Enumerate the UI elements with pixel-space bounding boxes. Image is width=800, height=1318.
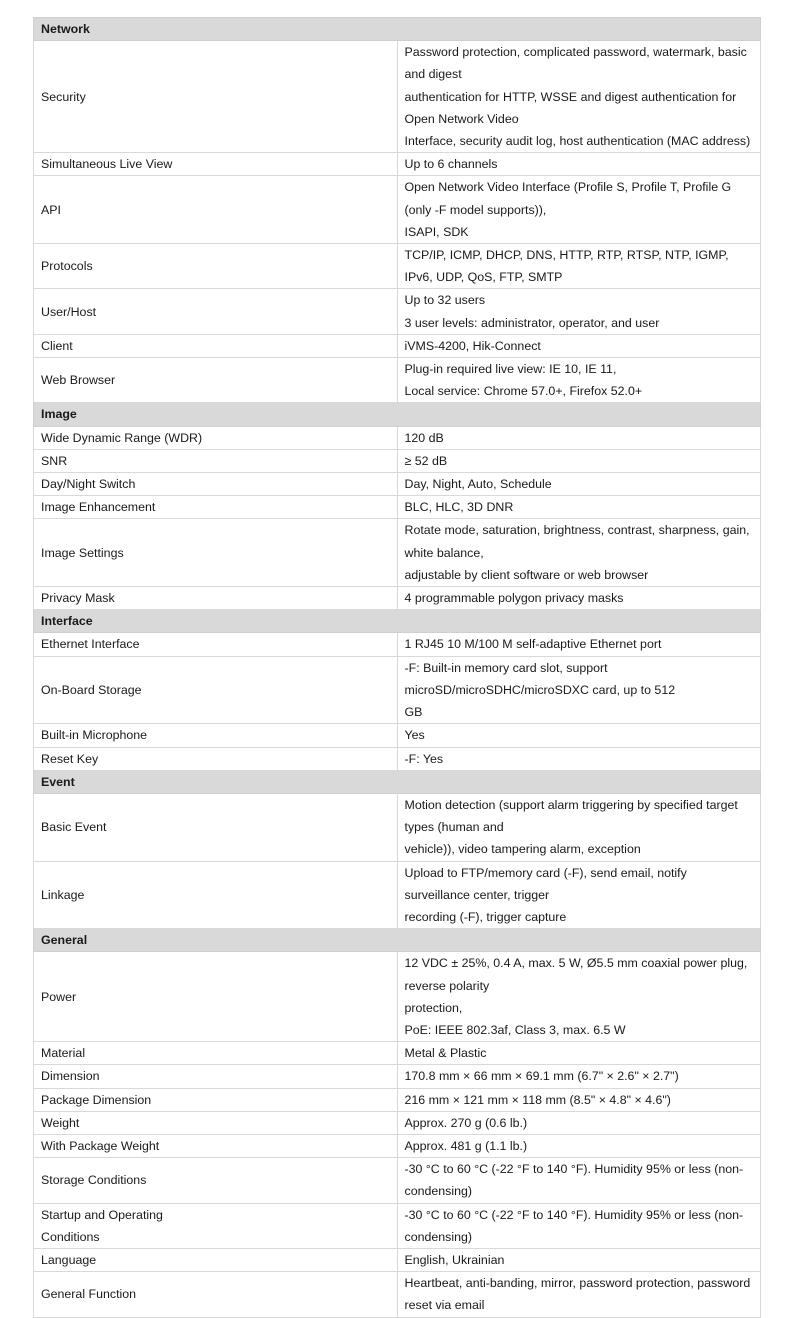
spec-label: Simultaneous Live View: [34, 153, 398, 176]
spec-label: Web Browser: [34, 358, 398, 403]
spec-label: Image Settings: [34, 519, 398, 587]
spec-value: iVMS-4200, Hik-Connect: [397, 334, 761, 357]
spec-label: Ethernet Interface: [34, 633, 398, 656]
spec-row: [34, 1203, 761, 1248]
spec-value: 12 VDC ± 25%, 0.4 A, max. 5 W, Ø5.5 mm coaxial power plug, reverse polarity protection, PoE: IEEE 802.3af, Class 3, max. 6.5 W: [397, 952, 761, 1042]
spec-value: TCP/IP, ICMP, DHCP, DNS, HTTP, RTP, RTSP, NTP, IGMP, IPv6, UDP, QoS, FTP, SMTP: [397, 244, 761, 289]
section-header-network: [34, 18, 761, 41]
spec-row: [34, 1088, 761, 1111]
spec-row: [34, 1111, 761, 1134]
spec-value: 216 mm × 121 mm × 118 mm (8.5" × 4.8" × 4.6"): [397, 1088, 761, 1111]
spec-value: BLC, HLC, 3D DNR: [397, 496, 761, 519]
spec-label: API: [34, 176, 398, 244]
spec-row: [34, 41, 761, 153]
spec-label: Wide Dynamic Range (WDR): [34, 426, 398, 449]
spec-label: Protocols: [34, 244, 398, 289]
spec-row: [34, 1158, 761, 1203]
spec-value: Up to 6 channels: [397, 153, 761, 176]
spec-label: Built-in Microphone: [34, 724, 398, 747]
section-title: Network: [34, 18, 761, 41]
spec-row: [34, 496, 761, 519]
spec-row: [34, 1065, 761, 1088]
spec-value: Rotate mode, saturation, brightness, contrast, sharpness, gain, white balance, adjustable by client software or web browser: [397, 519, 761, 587]
spec-row: [34, 587, 761, 610]
spec-label: On-Board Storage: [34, 656, 398, 724]
spec-row: [34, 1134, 761, 1157]
spec-label: Weight: [34, 1111, 398, 1134]
spec-value: Approx. 270 g (0.6 lb.): [397, 1111, 761, 1134]
spec-label: With Package Weight: [34, 1134, 398, 1157]
spec-value: -30 °C to 60 °C (-22 °F to 140 °F). Humidity 95% or less (non-condensing): [397, 1158, 761, 1203]
spec-label: Reset Key: [34, 747, 398, 770]
spec-row: [34, 473, 761, 496]
section-header-event: [34, 770, 761, 793]
spec-row: [34, 519, 761, 587]
spec-value: -30 °C to 60 °C (-22 °F to 140 °F). Humidity 95% or less (non-condensing): [397, 1203, 761, 1248]
spec-value: -F: Yes: [397, 747, 761, 770]
spec-value: Approx. 481 g (1.1 lb.): [397, 1134, 761, 1157]
spec-value: ≥ 52 dB: [397, 449, 761, 472]
spec-row: [34, 747, 761, 770]
spec-label: Linkage: [34, 861, 398, 929]
spec-row: [34, 1042, 761, 1065]
spec-row: [34, 724, 761, 747]
spec-value: Motion detection (support alarm triggering by specified target types (human and vehicle)), video tampering alarm, exception: [397, 793, 761, 861]
spec-value: Password protection, complicated password, watermark, basic and digest authentication for HTTP, WSSE and digest authentication for Open Network Video Interface, security audit log, host authentication (MAC address): [397, 41, 761, 153]
spec-value: 170.8 mm × 66 mm × 69.1 mm (6.7" × 2.6" × 2.7"): [397, 1065, 761, 1088]
section-title: Image: [34, 403, 761, 426]
spec-label: User/Host: [34, 289, 398, 334]
spec-value: Metal & Plastic: [397, 1042, 761, 1065]
spec-label: Material: [34, 1042, 398, 1065]
spec-label: Storage Conditions: [34, 1158, 398, 1203]
spec-row: [34, 244, 761, 289]
spec-row: [34, 426, 761, 449]
spec-label: Power: [34, 952, 398, 1042]
spec-value: 1 RJ45 10 M/100 M self-adaptive Ethernet port: [397, 633, 761, 656]
spec-value: Upload to FTP/memory card (-F), send email, notify surveillance center, trigger recording (-F), trigger capture: [397, 861, 761, 929]
spec-value: -F: Built-in memory card slot, support microSD/microSDHC/microSDXC card, up to 512 GB: [397, 656, 761, 724]
spec-row: [34, 449, 761, 472]
spec-value: Plug-in required live view: IE 10, IE 11, Local service: Chrome 57.0+, Firefox 52.0+: [397, 358, 761, 403]
section-header-general: [34, 929, 761, 952]
spec-value: Day, Night, Auto, Schedule: [397, 473, 761, 496]
spec-label: Privacy Mask: [34, 587, 398, 610]
section-title: General: [34, 929, 761, 952]
spec-label: Client: [34, 334, 398, 357]
spec-label: Language: [34, 1248, 398, 1271]
spec-value: Up to 32 users 3 user levels: administrator, operator, and user: [397, 289, 761, 334]
section-header-image: [34, 403, 761, 426]
spec-value: English, Ukrainian: [397, 1248, 761, 1271]
spec-row: [34, 861, 761, 929]
spec-row: [34, 334, 761, 357]
section-title: Interface: [34, 610, 761, 633]
spec-row: [34, 656, 761, 724]
spec-value: 4 programmable polygon privacy masks: [397, 587, 761, 610]
spec-row: [34, 289, 761, 334]
spec-row: [34, 176, 761, 244]
spec-label: Package Dimension: [34, 1088, 398, 1111]
spec-row: [34, 952, 761, 1042]
spec-value: 120 dB: [397, 426, 761, 449]
spec-table-body: [34, 18, 761, 1318]
spec-label: Dimension: [34, 1065, 398, 1088]
section-header-interface: [34, 610, 761, 633]
spec-label: SNR: [34, 449, 398, 472]
spec-row: [34, 793, 761, 861]
spec-row: [34, 153, 761, 176]
spec-row: [34, 358, 761, 403]
spec-label: Startup and Operating Conditions: [34, 1203, 398, 1248]
spec-row: [34, 633, 761, 656]
spec-row: [34, 1248, 761, 1271]
spec-label: Basic Event: [34, 793, 398, 861]
spec-value: Yes: [397, 724, 761, 747]
spec-label: Security: [34, 41, 398, 153]
spec-table: [33, 17, 761, 1318]
spec-value: Open Network Video Interface (Profile S, Profile T, Profile G (only -F model supports)), ISAPI, SDK: [397, 176, 761, 244]
spec-label: Image Enhancement: [34, 496, 398, 519]
section-title: Event: [34, 770, 761, 793]
spec-value: Heartbeat, anti-banding, mirror, password protection, password reset via email: [397, 1272, 761, 1317]
spec-label: Day/Night Switch: [34, 473, 398, 496]
spec-label: General Function: [34, 1272, 398, 1317]
spec-row: [34, 1272, 761, 1317]
